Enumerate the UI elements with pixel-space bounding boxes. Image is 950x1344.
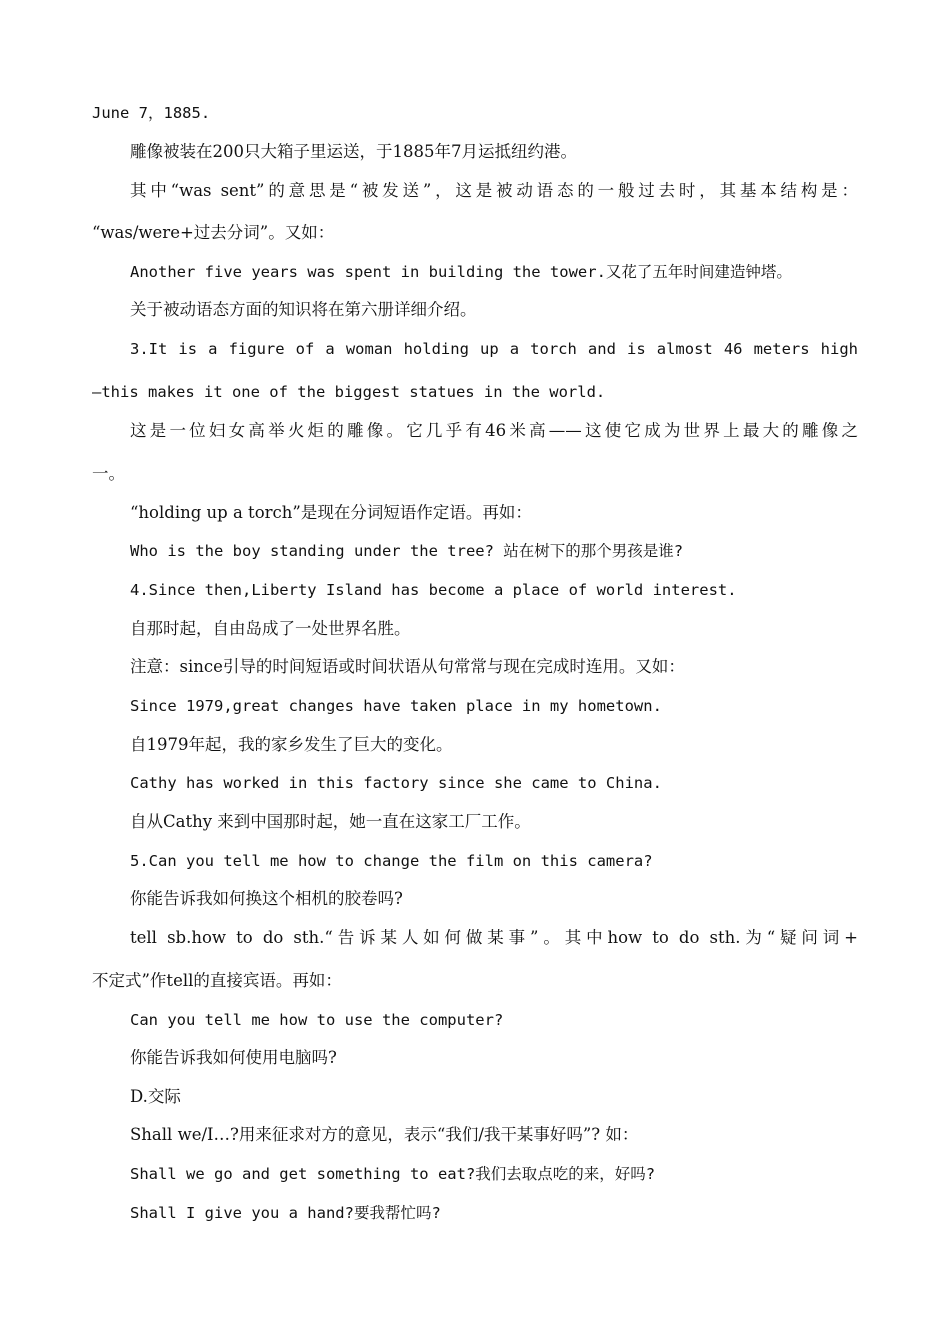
text-line-sentence-4: 4.Since then,Liberty Island has become a place of world interest. xyxy=(130,581,737,599)
text-line-example-1979: Since 1979,great changes have taken place in my hometown. xyxy=(130,697,662,715)
text-line-translation-3: 这是一位妇女高举火炬的雕像。它几乎有46米高——这使它成为世界上最大的雕像之 xyxy=(130,421,858,440)
text-line-example-hand: Shall I give you a hand?要我帮忙吗? xyxy=(130,1204,441,1222)
text-line-example-boy: Who is the boy standing under the tree? 站在树下的那个男孩是谁? xyxy=(130,542,684,560)
text-line-passive-note: 其中“was sent”的意思是“被发送”，这是被动语态的一般过去时，其基本结构是： xyxy=(130,181,858,200)
text-line-translation-3-cont: 一。 xyxy=(92,464,125,483)
text-line-translation-cathy: 自从Cathy 来到中国那时起，她一直在这家工厂工作。 xyxy=(130,812,531,831)
text-line-translation-computer: 你能告诉我如何使用电脑吗? xyxy=(130,1048,337,1067)
text-line-example-cathy: Cathy has worked in this factory since she came to China. xyxy=(130,774,662,792)
text-line-sentence-3-cont: —this makes it one of the biggest statues in the world. xyxy=(92,383,606,401)
text-line-passive-structure: “was/were+过去分词”。又如： xyxy=(92,223,335,242)
text-line-translation-4: 自那时起，自由岛成了一处世界名胜。 xyxy=(130,619,411,638)
text-line-since-note: 注意：since引导的时间短语或时间状语从句常常与现在完成时连用。又如： xyxy=(130,657,685,676)
text-line-date: June 7，1885. xyxy=(92,104,211,122)
text-line-tell-note-cont: 不定式”作tell的直接宾语。再如： xyxy=(92,971,342,990)
text-line-tell-note: tell sb.how to do sth.“告诉某人如何做某事”。其中how to do sth.为“疑问词+ xyxy=(130,928,858,947)
text-line-shall-note: Shall we/I…?用来征求对方的意见，表示“我们/我干某事好吗”? 如： xyxy=(130,1125,639,1144)
text-line-sentence-3: 3.It is a figure of a woman holding up a torch and is almost 46 meters high xyxy=(130,340,858,358)
text-line-passive-book-six: 关于被动语态方面的知识将在第六册详细介绍。 xyxy=(130,300,477,319)
text-line-example-computer: Can you tell me how to use the computer? xyxy=(130,1011,504,1029)
text-line-translation-statue: 雕像被装在200只大箱子里运送，于1885年7月运抵纽约港。 xyxy=(130,142,577,161)
text-line-translation-5: 你能告诉我如何换这个相机的胶卷吗? xyxy=(130,889,403,908)
text-line-sentence-5: 5.Can you tell me how to change the film on this camera? xyxy=(130,852,653,870)
text-line-example-eat: Shall we go and get something to eat?我们去取点吃的来，好吗? xyxy=(130,1165,656,1183)
text-line-example-tower: Another five years was spent in building the tower.又花了五年时间建造钟塔。 xyxy=(130,263,792,281)
text-line-translation-1979: 自1979年起，我的家乡发生了巨大的变化。 xyxy=(130,735,453,754)
section-heading-communication: D.交际 xyxy=(130,1087,181,1106)
text-line-participle-note: “holding up a torch”是现在分词短语作定语。再如： xyxy=(130,503,532,522)
